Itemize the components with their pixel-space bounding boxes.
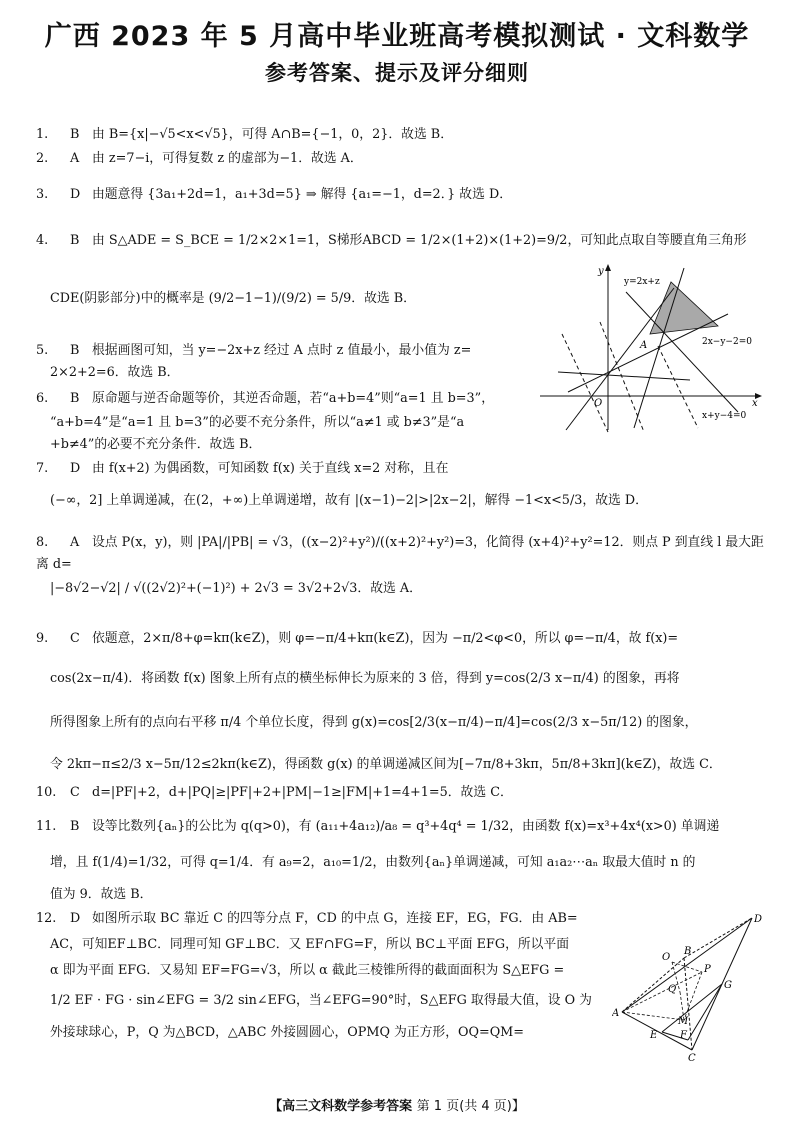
answer-number: 6. xyxy=(36,391,49,406)
answer-4 xyxy=(36,230,764,252)
answer-12 xyxy=(36,908,606,930)
answer-number: 7. xyxy=(36,461,49,476)
answer-number: 10. xyxy=(36,785,57,800)
answer-text: d=|PF|+2，d+|PQ|≥|PF|+2+|PM|−1≥|FM|+1=4+1=5．故选 C． xyxy=(92,785,513,800)
answer-choice: B xyxy=(70,127,80,142)
answer-text: 由 f(x+2) 为偶函数，可知函数 f(x) 关于直线 x=2 对称，且在 xyxy=(92,461,449,476)
answer-choice: C xyxy=(70,785,80,800)
answer-choice: C xyxy=(70,631,80,646)
dashed-line-right xyxy=(658,346,698,428)
line-2x-z-label: y=2x+z xyxy=(624,277,660,287)
answer-6-cont: “a+b=4”是“a=1 且 b=3”的必要不充分条件，所以“a≠1 或 b≠3”是“a xyxy=(50,415,465,430)
answer-number: 11. xyxy=(36,819,57,834)
answer-text: 设点 P(x，y)，则 |PA|/|PB| = √3，((x−2)²+y²)/((x+2)²+y²)=3，化简得 (x+4)²+y²=12．则点 P 到直线 l 最大距离 d= xyxy=(36,535,764,572)
answer-8 xyxy=(36,532,764,576)
answer-choice: B xyxy=(70,391,80,406)
linear-programming-figure xyxy=(538,262,764,434)
answer-text: 由题意得 {3a₁+2d=1，a₁+3d=5} ⇒ 解得 {a₁=−1，d=2．} 故选 D． xyxy=(92,187,513,202)
answer-10 xyxy=(36,782,764,804)
answer-choice: D xyxy=(70,187,81,202)
answer-text: 原命题与逆否命题等价，其逆否命题，若“a+b=4”则“a=1 且 b=3”， xyxy=(92,391,494,406)
label-m: M xyxy=(678,1016,689,1027)
answer-number: 5. xyxy=(36,343,49,358)
answer-number: 2. xyxy=(36,151,49,166)
dashed-line-left xyxy=(562,334,608,432)
page-footer xyxy=(0,1095,794,1114)
footer-page-number: 第 1 页(共 4 页)】 xyxy=(416,1099,525,1114)
answer-12-cont: α 即为平面 EFG．又易知 EF=FG=√3，所以 α 截此三棱锥所得的截面面积为 S△EFG = xyxy=(50,963,565,978)
answer-8-cont: |−8√2−√2| / √((2√2)²+(−1)²) + 2√3 = 3√2+2√3．故选 A． xyxy=(50,581,422,596)
y-label: y xyxy=(598,266,604,277)
answer-6 xyxy=(36,388,526,410)
segment-am xyxy=(622,1012,684,1020)
answer-3 xyxy=(36,184,764,206)
answer-text: 由 S△ADE = S_BCE = 1/2×2×1=1，S梯形ABCD = 1/2×(1+2)×(1+2)=9/2，可知此点取自等腰直角三角形 xyxy=(92,233,747,248)
shaded-region xyxy=(650,282,718,334)
segment-fg xyxy=(688,984,722,1040)
label-b: B xyxy=(684,946,692,957)
label-q: Q xyxy=(668,984,677,995)
label-p: P xyxy=(704,964,711,975)
line-x-y-4-label: x+y−4=0 xyxy=(702,411,747,421)
label-e: E xyxy=(650,1030,658,1041)
answer-text: 根据画图可知，当 y=−2x+z 经过 A 点时 z 值最小，最小值为 z= xyxy=(92,343,472,358)
answer-choice: A xyxy=(70,151,80,166)
answer-choice: B xyxy=(70,343,80,358)
answer-5 xyxy=(36,340,526,362)
answer-11-cont: 值为 9．故选 B． xyxy=(50,887,153,902)
answer-6-cont: +b≠4”的必要不充分条件．故选 B． xyxy=(50,437,262,452)
answer-choice: B xyxy=(70,819,80,834)
label-f: F xyxy=(680,1030,687,1041)
label-o: O xyxy=(662,952,671,963)
segment-ap xyxy=(622,972,702,1012)
answer-text: 如图所示取 BC 靠近 C 的四等分点 F，CD 的中点 G，连接 EF，EG，FG．由 AB= xyxy=(92,911,578,926)
line-2x-y-2-label: 2x−y−2=0 xyxy=(702,337,752,347)
line-through-a xyxy=(566,288,674,430)
label-g: G xyxy=(724,980,732,991)
line-horizontal xyxy=(558,372,690,380)
answer-9-cont: 所得图象上所有的点向右平移 π/4 个单位长度，得到 g(x)=cos[2/3(x−π/4)−π/4]=cos(2/3 x−5π/12) 的图象， xyxy=(50,715,698,730)
answer-5-cont: 2×2+2=6．故选 B． xyxy=(50,365,180,380)
answer-text: 设等比数列{aₙ}的公比为 q(q>0)，有 (a₁₁+4a₁₂)/a₈ = q³+4q⁴ = 1/32，由函数 f(x)=x³+4x⁴(x>0) 单调递 xyxy=(92,819,720,834)
answer-11 xyxy=(36,816,764,838)
answer-choice: A xyxy=(70,535,80,550)
origin-label: O xyxy=(594,398,603,409)
x-label: x xyxy=(752,398,758,409)
answer-11-cont: 增，且 f(1/4)=1/32，可得 q=1/4．有 a₉=2，a₁₀=1/2，由数列{aₙ}单调递减，可知 a₁a₂⋯aₙ 取最大值时 n 的 xyxy=(50,855,696,870)
label-d: D xyxy=(754,914,763,925)
answer-number: 3. xyxy=(36,187,49,202)
label-a: A xyxy=(612,1008,620,1019)
tetrahedron-figure xyxy=(612,910,766,1062)
answer-number: 4. xyxy=(36,233,49,248)
footer-title: 【高三文科数学参考答案 xyxy=(269,1099,413,1114)
answer-choice: D xyxy=(70,461,81,476)
page-subtitle: 参考答案、提示及评分细则 xyxy=(265,61,529,85)
answer-9-cont: 令 2kπ−π≤2/3 x−5π/12≤2kπ(k∈Z)，得函数 g(x) 的单调递减区间为[−7π/8+3kπ，5π/8+3kπ](k∈Z)，故选 C． xyxy=(50,757,722,772)
y-axis-arrow xyxy=(605,264,611,271)
page-title: 广西 2023 年 5 月高中毕业班高考模拟测试 · 文科数学 xyxy=(44,21,750,52)
answer-12-cont: 外接球球心，P，Q 为△BCD，△ABC 外接圆圆心，OPMQ 为正方形，OQ=QM= xyxy=(50,1025,525,1040)
answer-number: 12. xyxy=(36,911,57,926)
point-a-label: A xyxy=(640,340,648,351)
answer-9 xyxy=(36,628,764,650)
answer-number: 1. xyxy=(36,127,49,142)
answer-4-cont: CDE(阴影部分)中的概率是 (9/2−1−1)/(9/2) = 5/9．故选 B． xyxy=(50,291,416,306)
label-c: C xyxy=(688,1053,696,1062)
answer-9-cont: cos(2x−π/4)．将函数 f(x) 图象上所有点的横坐标伸长为原来的 3 倍，得到 y=cos(2/3 x−π/4) 的图象，再将 xyxy=(50,671,680,686)
answer-number: 8. xyxy=(36,535,49,550)
line-2x-y-2 xyxy=(568,314,728,392)
answer-7 xyxy=(36,458,526,480)
answer-text: 由 B={x|−√5<x<√5}，可得 A∩B={−1，0，2}．故选 B． xyxy=(92,127,454,142)
answer-text: 由 z=7−i，可得复数 z 的虚部为−1．故选 A． xyxy=(92,151,363,166)
answer-12-cont: AC，可知EF⊥BC．同理可知 GF⊥BC．又 EF∩FG=F，所以 BC⊥平面 EFG，所以平面 xyxy=(50,937,570,952)
answer-2 xyxy=(36,148,764,170)
answer-1 xyxy=(36,124,764,146)
answer-choice: B xyxy=(70,233,80,248)
answer-text: 依题意，2×π/8+φ=kπ(k∈Z)，则 φ=−π/4+kπ(k∈Z)，因为 −π/2<φ<0，所以 φ=−π/4，故 f(x)= xyxy=(92,631,679,646)
answer-7-cont: (−∞，2] 上单调递减，在(2，+∞)上单调递增，故有 |(x−1)−2|>|2x−2|，解得 −1<x<5/3，故选 D． xyxy=(50,493,648,508)
answer-12-cont: 1/2 EF · FG · sin∠EFG = 3/2 sin∠EFG，当∠EFG=90°时，S△EFG 取得最大值，设 O 为 xyxy=(50,993,592,1008)
segment-op xyxy=(672,962,702,972)
answer-choice: D xyxy=(70,911,81,926)
edge-bd xyxy=(684,918,752,958)
answer-number: 9. xyxy=(36,631,49,646)
